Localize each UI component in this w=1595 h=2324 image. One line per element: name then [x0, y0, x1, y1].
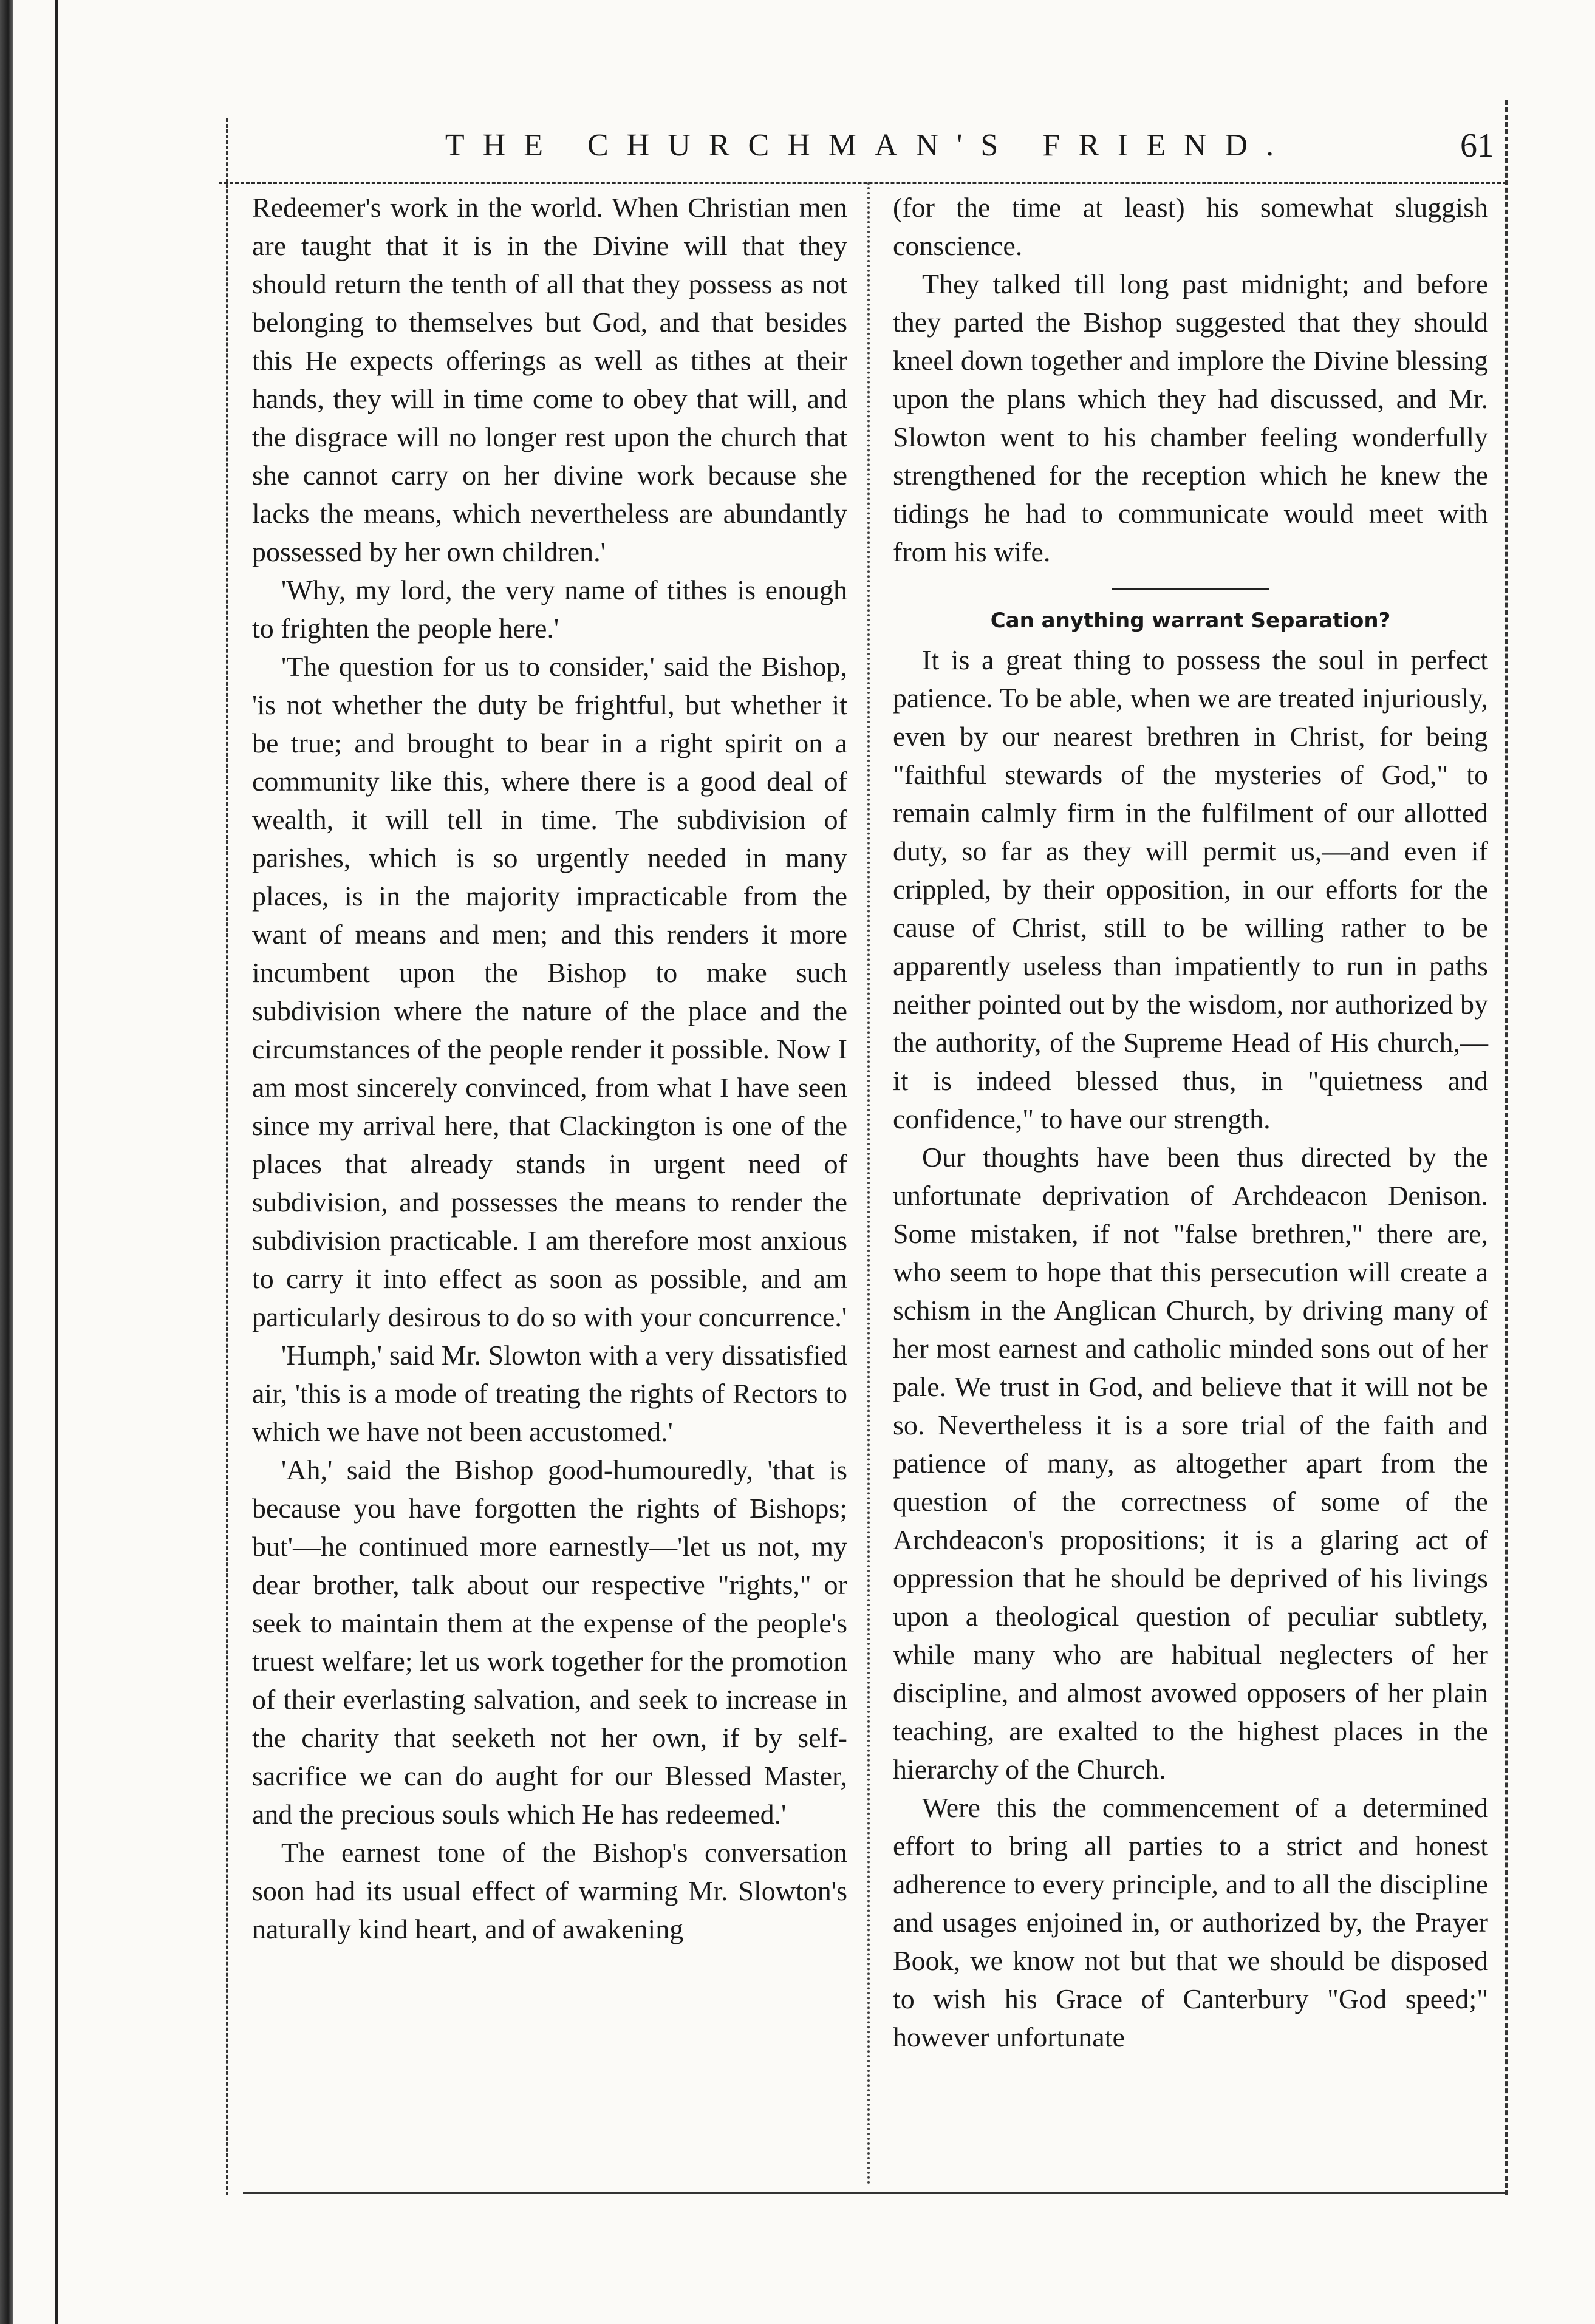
- page-header: [231, 115, 1506, 182]
- paragraph: They talked till long past midnight; and before they parted the Bishop suggested that they should kneel down together and implore the Divine blessing upon the plans which they had discussed, and Mr. Slowton went to his chamber feeling wonderfully strengthened for the reception which he knew the tidings he had to communicate would meet with from his wife.: [893, 268, 1488, 567]
- right-column: [893, 188, 1488, 2056]
- paragraph: It is a great thing to possess the soul in perfect patience. To be able, when we are treated injuriously, even by our nearest brethren in Christ, for being "faithful stewards of the mysteries of God," to remain calmly firm in the fulfilment of our allotted duty, so far as they will permit us,—and even if crippled, by their opposition, in our efforts for the cause of Christ, still to be willing rather to be apparently useless than impatiently to run in paths neither pointed out by the wisdom, nor authorized by the authority, of the Supreme Head of His church,—it is indeed blessed thus, in "quietness and confidence," to have our strength.: [893, 644, 1488, 1134]
- running-title: THE CHURCHMAN'S FRIEND.: [445, 128, 1293, 163]
- binding-edge: [55, 0, 58, 2324]
- footer-rule: [243, 2192, 1506, 2194]
- header-rule: [219, 182, 1506, 184]
- section-heading: Can anything warrant Separation?: [990, 608, 1391, 633]
- paragraph: The earnest tone of the Bishop's conversation soon had its usual effect of warming Mr. Slowton's naturally kind heart, and of awakening: [252, 1837, 847, 1944]
- section-rule: [1112, 588, 1269, 590]
- paragraph: 'Why, my lord, the very name of tithes is enough to frighten the people here.': [252, 574, 847, 644]
- column-divider: [867, 182, 870, 2186]
- left-frame-rule: [226, 118, 228, 2195]
- paragraph: Our thoughts have been thus directed by the unfortunate deprivation of Archdeacon Denison. Some mistaken, if not "false brethren," there are, who seem to hope that this persecution will create a schism in the Anglican Church, by driving many of her most earnest and catholic minded sons out of her pale. We trust in God, and believe that it will not be so. Nevertheless it is a sore trial of the faith and patience of many, as altogether apart from the question of the correctness of some of the Archdeacon's propositions; it is a glaring act of oppression that he should be deprived of his livings upon a theological question of peculiar subtlety, while many who are habitual neglecters of her discipline, and almost avowed opposers of her plain teaching, are exalted to the highest places in the hierarchy of the Church.: [893, 1142, 1488, 1785]
- paragraph: 'Humph,' said Mr. Slowton with a very dissatisfied air, 'this is a mode of treating the rights of Rectors to which we have not been accustomed.': [252, 1340, 847, 1447]
- book-binding: [0, 0, 13, 2324]
- paragraph: Were this the commencement of a determined effort to bring all parties to a strict and honest adherence to every principle, and to all the discipline and usages enjoined in, or authorized by, the Prayer Book, we know not but that we should be disposed to wish his Grace of Canterbury "God speed;" however unfortunate: [893, 1792, 1488, 2053]
- page-number: 61: [1460, 127, 1494, 165]
- paragraph: 'The question for us to consider,' said the Bishop, 'is not whether the duty be frightful, but whether it be true; and brought to bear in a right spirit on a community like this, where there is a good deal of wealth, it will tell in time. The subdivision of parishes, which is so urgently needed in many places, is in the majority impracticable from the want of means and men; and this renders it more incumbent upon the Bishop to make such subdivision where the nature of the place and the circumstances of the people render it possible. Now I am most sincerely convinced, from what I have seen since my arrival here, that Clackington is one of the places that already stands in urgent need of subdivision, and possesses the means to render the subdivision practicable. I am therefore most anxious to carry it into effect as soon as possible, and am particularly desirous to do so with your concurrence.': [252, 651, 847, 1332]
- paragraph: 'Ah,' said the Bishop good-humouredly, 'that is because you have forgotten the rights of Bishops; but'—he continued more earnestly—'let us not, my dear brother, talk about our respective "rights," or seek to maintain them at the expense of the people's truest welfare; let us work together for the promotion of their everlasting salvation, and seek to increase in the charity that seeketh not her own, if by self-sacrifice we can do aught for our Blessed Master, and the precious souls which He has redeemed.': [252, 1454, 847, 1830]
- left-column: [252, 188, 847, 1948]
- paragraph: (for the time at least) his somewhat sluggish conscience.: [893, 192, 1488, 261]
- paragraph: Redeemer's work in the world. When Christian men are taught that it is in the Divine will that they should return the tenth of all that they possess as not belonging to themselves but God, and that besides this He expects offerings as well as tithes at their hands, they will in time come to obey that will, and the disgrace will no longer rest upon the church that she cannot carry on her divine work because she lacks the means, which nevertheless are abundantly possessed by her own children.': [252, 192, 847, 567]
- right-frame-rule: [1505, 100, 1508, 2195]
